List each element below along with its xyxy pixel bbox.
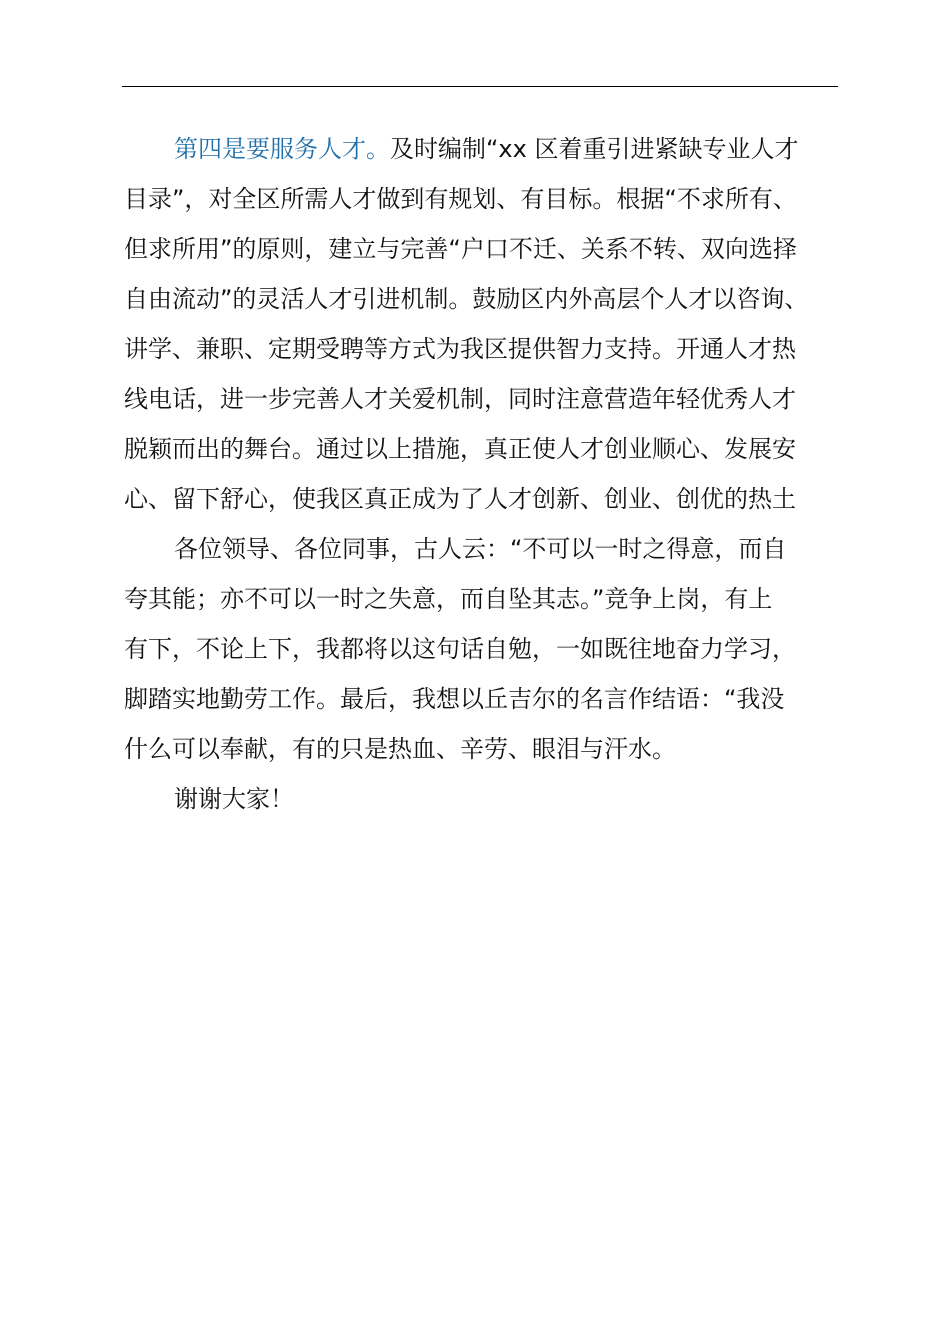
paragraph-line: 目录”，对全区所需人才做到有规划、有目标。根据“不求所有、 — [124, 185, 797, 213]
document-body — [124, 124, 864, 824]
line-text: 及时编制“xx 区着重引进紧缺专业人才 — [390, 135, 799, 163]
header-rule — [122, 86, 838, 87]
paragraph-line: 各位领导、各位同事，古人云：“不可以一时之得意，而自 — [174, 535, 787, 563]
paragraph-line: 什么可以奉献，有的只是热血、辛劳、眼泪与汗水。 — [124, 735, 676, 763]
paragraph-line: 心、留下舒心，使我区真正成为了人才创新、创业、创优的热土 — [124, 485, 796, 513]
paragraph-line: 有下，不论上下，我都将以这句话自勉，一如既往地奋力学习， — [124, 635, 796, 663]
paragraph-line: 脱颖而出的舞台。通过以上措施，真正使人才创业顺心、发展安 — [124, 435, 796, 463]
paragraph-line: 夸其能；亦不可以一时之失意，而自坠其志。”竞争上岗，有上 — [124, 585, 773, 613]
section-heading: 第四是要服务人才。 — [174, 135, 390, 163]
closing-line: 谢谢大家！ — [174, 785, 294, 813]
paragraph-line: 线电话，进一步完善人才关爱机制，同时注意营造年轻优秀人才 — [124, 385, 796, 413]
paragraph-line — [124, 124, 864, 174]
paragraph-line: 讲学、兼职、定期受聘等方式为我区提供智力支持。开通人才热 — [124, 335, 796, 363]
paragraph-line: 但求所用”的原则，建立与完善“户口不迁、关系不转、双向选择 — [124, 235, 797, 263]
paragraph-line: 脚踏实地勤劳工作。最后，我想以丘吉尔的名言作结语：“我没 — [124, 685, 785, 713]
paragraph-line: 自由流动”的灵活人才引进机制。鼓励区内外高层个人才以咨询、 — [124, 285, 809, 313]
